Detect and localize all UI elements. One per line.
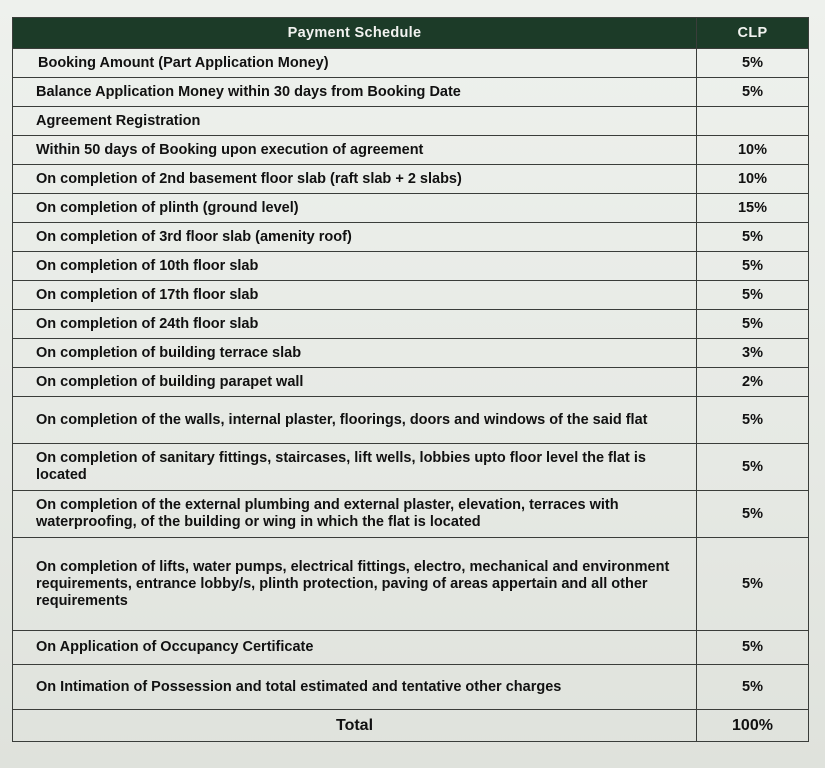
row-label: On Intimation of Possession and total estimated and tentative other charges <box>13 665 697 710</box>
table-header-row <box>13 18 809 49</box>
row-label: Within 50 days of Booking upon execution of agreement <box>13 136 697 165</box>
row-value: 5% <box>697 223 809 252</box>
table-row <box>13 136 809 165</box>
header-clp: CLP <box>697 18 809 49</box>
total-row <box>13 710 809 742</box>
row-value: 3% <box>697 339 809 368</box>
table-row <box>13 631 809 665</box>
row-label: On completion of 17th floor slab <box>13 281 697 310</box>
row-label: On completion of 10th floor slab <box>13 252 697 281</box>
row-value: 5% <box>697 665 809 710</box>
row-label: Booking Amount (Part Application Money) <box>13 49 697 78</box>
table-row <box>13 194 809 223</box>
table-row <box>13 368 809 397</box>
table-row <box>13 78 809 107</box>
row-label: On completion of 2nd basement floor slab (raft slab + 2 slabs) <box>13 165 697 194</box>
row-label: On completion of the walls, internal plaster, floorings, doors and windows of the said flat <box>13 397 697 444</box>
row-value: 5% <box>697 310 809 339</box>
row-value: 5% <box>697 444 809 491</box>
table-row <box>13 538 809 631</box>
row-value: 5% <box>697 631 809 665</box>
table-row <box>13 339 809 368</box>
table-row <box>13 310 809 339</box>
row-label: On completion of building terrace slab <box>13 339 697 368</box>
row-value: 10% <box>697 136 809 165</box>
total-value: 100% <box>697 710 809 742</box>
row-value: 5% <box>697 538 809 631</box>
row-label: On completion of the external plumbing and external plaster, elevation, terraces with waterproofing, of the building or wing in which the flat is located <box>13 491 697 538</box>
row-label: On completion of building parapet wall <box>13 368 697 397</box>
total-label: Total <box>13 710 697 742</box>
row-label: On completion of 3rd floor slab (amenity roof) <box>13 223 697 252</box>
row-value: 5% <box>697 252 809 281</box>
row-value <box>697 107 809 136</box>
row-label: On completion of sanitary fittings, staircases, lift wells, lobbies upto floor level the flat is located <box>13 444 697 491</box>
row-value: 5% <box>697 491 809 538</box>
payment-schedule-table <box>12 17 809 742</box>
row-label: Balance Application Money within 30 days from Booking Date <box>13 78 697 107</box>
row-value: 15% <box>697 194 809 223</box>
table-row <box>13 49 809 78</box>
row-label: On completion of 24th floor slab <box>13 310 697 339</box>
header-payment-schedule: Payment Schedule <box>13 18 697 49</box>
row-label: On Application of Occupancy Certificate <box>13 631 697 665</box>
row-label: Agreement Registration <box>13 107 697 136</box>
row-value: 10% <box>697 165 809 194</box>
row-value: 2% <box>697 368 809 397</box>
row-value: 5% <box>697 397 809 444</box>
row-value: 5% <box>697 78 809 107</box>
row-label: On completion of lifts, water pumps, electrical fittings, electro, mechanical and environment requirements, entrance lobby/s, plinth protection, paving of areas appertain and all other requirements <box>13 538 697 631</box>
table-row <box>13 252 809 281</box>
row-value: 5% <box>697 49 809 78</box>
table-row <box>13 223 809 252</box>
table-row <box>13 491 809 538</box>
row-value: 5% <box>697 281 809 310</box>
table-row <box>13 165 809 194</box>
table-row <box>13 107 809 136</box>
table-row <box>13 281 809 310</box>
table-row <box>13 397 809 444</box>
table-row <box>13 665 809 710</box>
table-row <box>13 444 809 491</box>
row-label: On completion of plinth (ground level) <box>13 194 697 223</box>
